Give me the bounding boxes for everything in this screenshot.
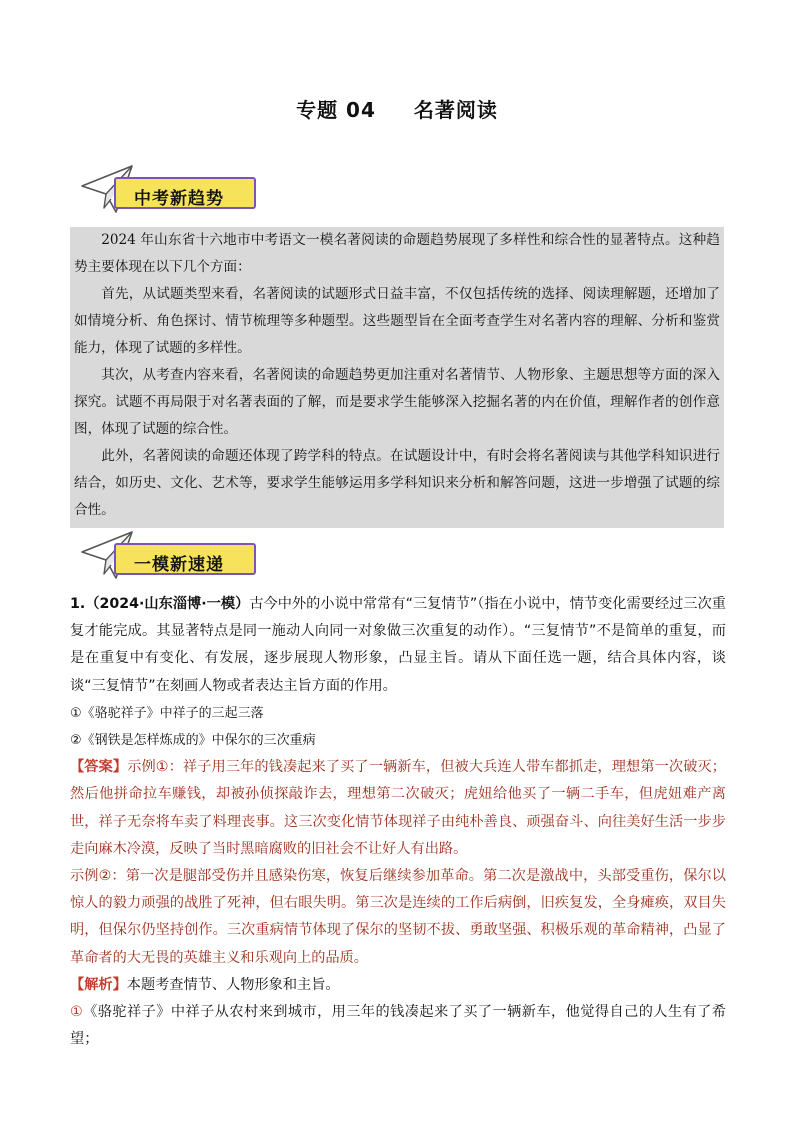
question-number: 1.	[70, 596, 86, 612]
analysis-text: 本题考查情节、人物形象和主旨。	[126, 976, 340, 993]
answer-paragraph	[70, 754, 726, 863]
section-banner-exam	[78, 540, 258, 578]
section-label: 一模新速递	[134, 555, 224, 575]
topic-name: 名著阅读	[413, 98, 498, 122]
section-banner-trend	[78, 174, 258, 212]
option-item: ①《骆驼祥子》中祥子的三起三落	[70, 705, 264, 721]
trend-paragraph: 2024 年山东省十六地市中考语文一模名著阅读的命题趋势展现了多样性和综合性的显著特点。这种趋势主要体现在以下几个方面：	[74, 232, 720, 275]
analysis-detail-mark: ①	[70, 1004, 84, 1021]
answer-example-2: 示例②：第一次是腿部受伤并且感染伤寒，恢复后继续参加革命。第二次是激战中，头部受重伤，保尔以惊人的毅力顽强的战胜了死神，但右眼失明。第三次是连续的工作后病倒，旧疾复发，全身瘫痪，双目失明，但保尔仍坚持创作。三次重病情节体现了保尔的坚韧不拔、勇敢坚强、积极乐观的革命精神，凸显了革命者的大无畏的英雄主义和乐观向上的品质。	[70, 868, 726, 966]
question-block	[70, 591, 726, 1053]
trend-paragraph: 此外，名著阅读的命题还体现了跨学科的特点。在试题设计中，有时会将名著阅读与其他学科知识进行结合，如历史、文化、艺术等，要求学生能够运用多学科知识来分析和解答问题，这进一步增强了试题的综合性。	[74, 448, 720, 518]
question-stem-paragraph	[70, 591, 726, 700]
answer-example-1: 示例①：祥子用三年的钱凑起来了买了一辆新车，但被大兵连人带车都抓走，理想第一次破灭；然后他拼命拉车赚钱，却被孙侦探敲诈去，理想第二次破灭；虎妞给他买了一辆二手车，但虎妞难产离世，祥子无奈将车卖了料理丧事。这三次变化情节体现祥子由纯朴善良、顽强奋斗、向往美好生活一步步走向麻木冷漠，反映了当时黑暗腐败的旧社会不让好人有出路。	[70, 759, 726, 857]
analysis-tag: 【解析】	[70, 976, 127, 993]
analysis-detail-paragraph	[70, 999, 726, 1053]
section-label: 中考新趋势	[134, 189, 224, 209]
trend-paragraph: 其次，从考查内容来看，名著阅读的命题趋势更加注重对名著情节、人物形象、主题思想等方面的深入探究。试题不再局限于对名著表面的了解，而是要求学生能够深入挖掘名著的内在价值，理解作者的创作意图，体现了试题的综合性。	[74, 367, 720, 437]
answer-tag: 【答案】	[70, 759, 128, 776]
topic-number: 专题 04	[296, 98, 376, 122]
question-stem: 古今中外的小说中常常有“三复情节”（指在小说中，情节变化需要经过三次重复才能完成。其显著特点是同一施动人向同一对象做三次重复的动作）。“三复情节”不是简单的重复，而是在重复中有变化、有发展，逐步展现人物形象，凸显主旨。请从下面任选一题，结合具体内容，谈谈“三复情节”在刻画人物或者表达主旨方面的作用。	[70, 596, 726, 694]
option-item: ②《钢铁是怎样炼成的》中保尔的三次重病	[70, 733, 316, 749]
trend-paragraph: 首先，从试题类型来看，名著阅读的试题形式日益丰富，不仅包括传统的选择、阅读理解题，还增加了如情境分析、角色探讨、情节梳理等多种题型。这些题型旨在全面考查学生对名著内容的理解、分析和鉴赏能力，体现了试题的多样性。	[74, 286, 720, 356]
question-source: （2024·山东淄博·一模）	[85, 596, 250, 612]
section-label-box	[114, 543, 256, 575]
section-label-box	[114, 177, 256, 209]
analysis-paragraph	[70, 972, 726, 999]
trend-block	[70, 227, 724, 528]
page-title	[0, 94, 794, 123]
analysis-detail: 《骆驼祥子》中祥子从农村来到城市，用三年的钱凑起来了买了一辆新车，他觉得自己的人生有了希望；	[70, 1004, 726, 1048]
